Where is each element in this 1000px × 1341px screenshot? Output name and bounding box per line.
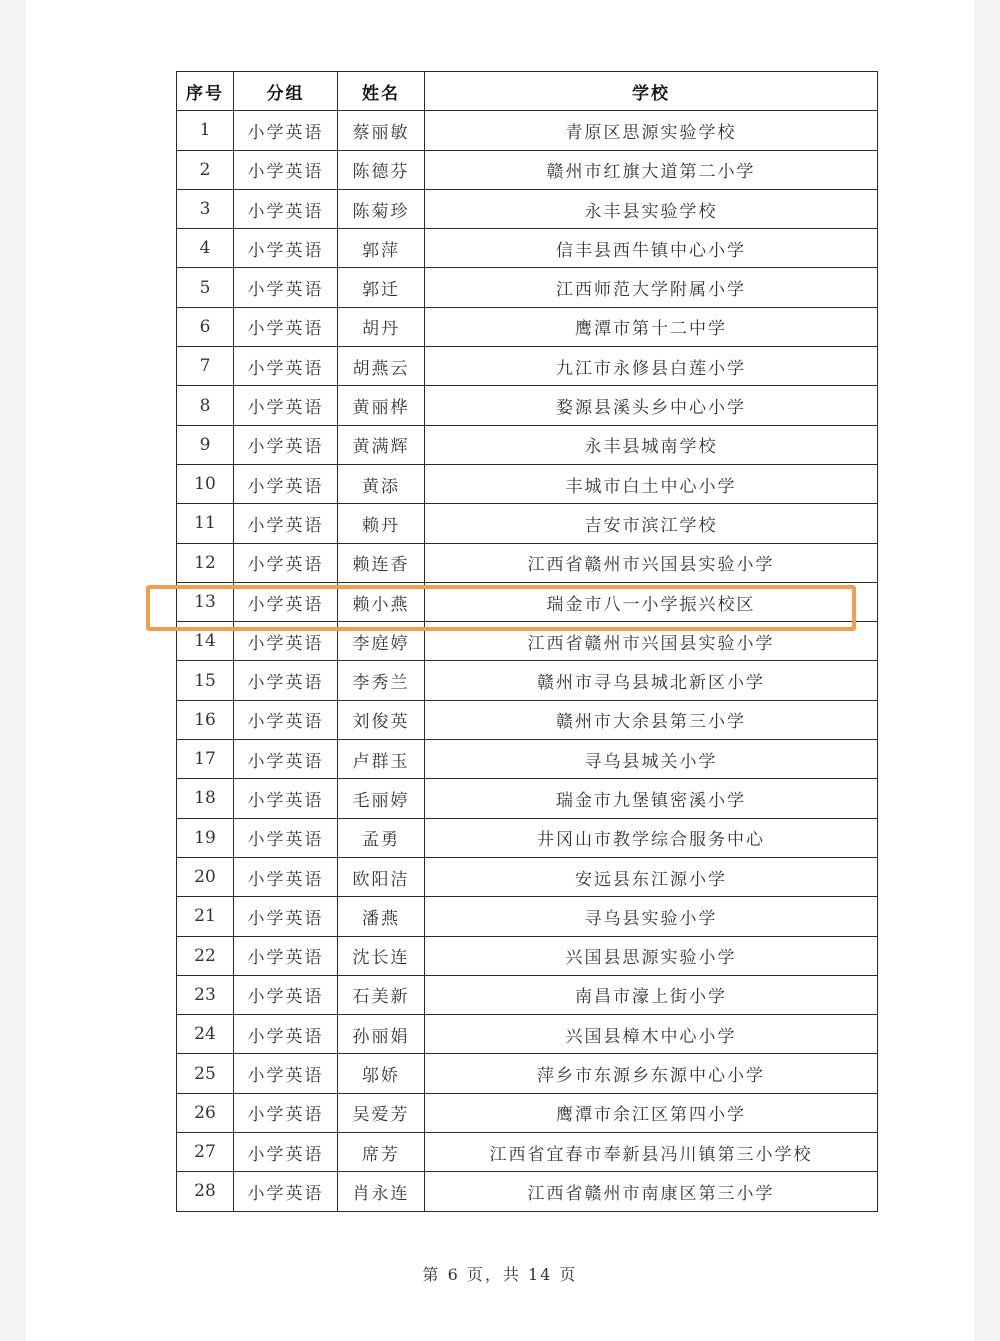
cell-name: 蔡丽敏 bbox=[338, 111, 425, 150]
table-row bbox=[177, 622, 878, 661]
cell-school: 江西省赣州市南康区第三小学 bbox=[425, 1172, 878, 1211]
table-row bbox=[177, 936, 878, 975]
cell-name: 卢群玉 bbox=[338, 740, 425, 779]
table-row bbox=[177, 1133, 878, 1172]
table-row bbox=[177, 1054, 878, 1093]
cell-school: 永丰县实验学校 bbox=[425, 189, 878, 228]
cell-group: 小学英语 bbox=[234, 857, 338, 896]
cell-seq: 21 bbox=[177, 897, 234, 936]
cell-group: 小学英语 bbox=[234, 543, 338, 582]
cell-school: 丰城市白土中心小学 bbox=[425, 464, 878, 503]
roster-table bbox=[176, 71, 878, 1212]
table-row bbox=[177, 897, 878, 936]
cell-seq: 4 bbox=[177, 229, 234, 268]
cell-seq: 8 bbox=[177, 386, 234, 425]
cell-name: 赖连香 bbox=[338, 543, 425, 582]
cell-name: 赖小燕 bbox=[338, 582, 425, 621]
cell-seq: 7 bbox=[177, 347, 234, 386]
cell-name: 黄丽桦 bbox=[338, 386, 425, 425]
document-page bbox=[26, 0, 974, 1341]
cell-school: 南昌市濠上街小学 bbox=[425, 975, 878, 1014]
cell-seq: 11 bbox=[177, 504, 234, 543]
cell-group: 小学英语 bbox=[234, 1054, 338, 1093]
cell-seq: 16 bbox=[177, 700, 234, 739]
cell-seq: 28 bbox=[177, 1172, 234, 1211]
cell-school: 青原区思源实验学校 bbox=[425, 111, 878, 150]
cell-school: 九江市永修县白莲小学 bbox=[425, 347, 878, 386]
table-row bbox=[177, 189, 878, 228]
cell-group: 小学英语 bbox=[234, 386, 338, 425]
cell-group: 小学英语 bbox=[234, 661, 338, 700]
cell-school: 吉安市滨江学校 bbox=[425, 504, 878, 543]
cell-name: 黄满辉 bbox=[338, 425, 425, 464]
cell-name: 石美新 bbox=[338, 975, 425, 1014]
cell-group: 小学英语 bbox=[234, 189, 338, 228]
header-seq: 序号 bbox=[177, 72, 234, 111]
cell-seq: 1 bbox=[177, 111, 234, 150]
table-row bbox=[177, 818, 878, 857]
table-row bbox=[177, 543, 878, 582]
cell-group: 小学英语 bbox=[234, 897, 338, 936]
table-row bbox=[177, 700, 878, 739]
cell-seq: 10 bbox=[177, 464, 234, 503]
cell-seq: 27 bbox=[177, 1133, 234, 1172]
cell-school: 江西省宜春市奉新县冯川镇第三小学校 bbox=[425, 1133, 878, 1172]
cell-name: 刘俊英 bbox=[338, 700, 425, 739]
cell-school: 婺源县溪头乡中心小学 bbox=[425, 386, 878, 425]
cell-school: 井冈山市教学综合服务中心 bbox=[425, 818, 878, 857]
cell-group: 小学英语 bbox=[234, 1015, 338, 1054]
cell-group: 小学英语 bbox=[234, 504, 338, 543]
table-row bbox=[177, 268, 878, 307]
cell-school: 寻乌县实验小学 bbox=[425, 897, 878, 936]
cell-group: 小学英语 bbox=[234, 347, 338, 386]
cell-name: 肖永连 bbox=[338, 1172, 425, 1211]
cell-name: 孟勇 bbox=[338, 818, 425, 857]
table-row bbox=[177, 425, 878, 464]
cell-group: 小学英语 bbox=[234, 779, 338, 818]
cell-seq: 17 bbox=[177, 740, 234, 779]
cell-school: 萍乡市东源乡东源中心小学 bbox=[425, 1054, 878, 1093]
cell-name: 陈德芬 bbox=[338, 150, 425, 189]
cell-school: 寻乌县城关小学 bbox=[425, 740, 878, 779]
header-name: 姓名 bbox=[338, 72, 425, 111]
cell-name: 席芳 bbox=[338, 1133, 425, 1172]
table-row bbox=[177, 229, 878, 268]
cell-school: 赣州市寻乌县城北新区小学 bbox=[425, 661, 878, 700]
cell-seq: 15 bbox=[177, 661, 234, 700]
cell-seq: 20 bbox=[177, 857, 234, 896]
cell-seq: 19 bbox=[177, 818, 234, 857]
cell-group: 小学英语 bbox=[234, 818, 338, 857]
cell-seq: 5 bbox=[177, 268, 234, 307]
cell-group: 小学英语 bbox=[234, 740, 338, 779]
table-row bbox=[177, 111, 878, 150]
cell-group: 小学英语 bbox=[234, 111, 338, 150]
table-header-row bbox=[177, 72, 878, 111]
cell-name: 沈长连 bbox=[338, 936, 425, 975]
cell-group: 小学英语 bbox=[234, 150, 338, 189]
table-row bbox=[177, 347, 878, 386]
cell-group: 小学英语 bbox=[234, 975, 338, 1014]
cell-name: 郭迁 bbox=[338, 268, 425, 307]
cell-name: 李秀兰 bbox=[338, 661, 425, 700]
cell-name: 陈菊珍 bbox=[338, 189, 425, 228]
cell-name: 黄添 bbox=[338, 464, 425, 503]
cell-name: 胡丹 bbox=[338, 307, 425, 346]
cell-school: 永丰县城南学校 bbox=[425, 425, 878, 464]
cell-group: 小学英语 bbox=[234, 464, 338, 503]
cell-seq: 23 bbox=[177, 975, 234, 1014]
cell-seq: 22 bbox=[177, 936, 234, 975]
cell-seq: 18 bbox=[177, 779, 234, 818]
cell-group: 小学英语 bbox=[234, 1133, 338, 1172]
table-row bbox=[177, 582, 878, 621]
cell-group: 小学英语 bbox=[234, 582, 338, 621]
cell-name: 赖丹 bbox=[338, 504, 425, 543]
table-row bbox=[177, 661, 878, 700]
cell-school: 鹰潭市余江区第四小学 bbox=[425, 1093, 878, 1132]
cell-seq: 12 bbox=[177, 543, 234, 582]
cell-seq: 13 bbox=[177, 582, 234, 621]
table-row bbox=[177, 307, 878, 346]
cell-seq: 3 bbox=[177, 189, 234, 228]
cell-school: 安远县东江源小学 bbox=[425, 857, 878, 896]
cell-seq: 2 bbox=[177, 150, 234, 189]
table-row bbox=[177, 464, 878, 503]
cell-school: 江西省赣州市兴国县实验小学 bbox=[425, 543, 878, 582]
cell-seq: 25 bbox=[177, 1054, 234, 1093]
table-row bbox=[177, 1015, 878, 1054]
cell-group: 小学英语 bbox=[234, 307, 338, 346]
cell-group: 小学英语 bbox=[234, 1093, 338, 1132]
table-row bbox=[177, 504, 878, 543]
header-school: 学校 bbox=[425, 72, 878, 111]
table-row bbox=[177, 386, 878, 425]
cell-name: 郭萍 bbox=[338, 229, 425, 268]
header-group: 分组 bbox=[234, 72, 338, 111]
cell-name: 孙丽娟 bbox=[338, 1015, 425, 1054]
cell-name: 邬娇 bbox=[338, 1054, 425, 1093]
cell-group: 小学英语 bbox=[234, 425, 338, 464]
cell-group: 小学英语 bbox=[234, 1172, 338, 1211]
cell-group: 小学英语 bbox=[234, 936, 338, 975]
cell-school: 信丰县西牛镇中心小学 bbox=[425, 229, 878, 268]
cell-group: 小学英语 bbox=[234, 268, 338, 307]
table-row bbox=[177, 857, 878, 896]
table-row bbox=[177, 975, 878, 1014]
cell-name: 李庭婷 bbox=[338, 622, 425, 661]
cell-school: 江西师范大学附属小学 bbox=[425, 268, 878, 307]
cell-school: 瑞金市九堡镇密溪小学 bbox=[425, 779, 878, 818]
cell-group: 小学英语 bbox=[234, 700, 338, 739]
cell-seq: 9 bbox=[177, 425, 234, 464]
cell-school: 瑞金市八一小学振兴校区 bbox=[425, 582, 878, 621]
page-footer: 第 6 页，共 14 页 bbox=[422, 1265, 578, 1284]
cell-group: 小学英语 bbox=[234, 622, 338, 661]
cell-school: 赣州市大余县第三小学 bbox=[425, 700, 878, 739]
cell-name: 潘燕 bbox=[338, 897, 425, 936]
cell-name: 欧阳洁 bbox=[338, 857, 425, 896]
cell-seq: 14 bbox=[177, 622, 234, 661]
cell-seq: 26 bbox=[177, 1093, 234, 1132]
table-row bbox=[177, 740, 878, 779]
table-row bbox=[177, 1093, 878, 1132]
cell-school: 鹰潭市第十二中学 bbox=[425, 307, 878, 346]
cell-name: 胡燕云 bbox=[338, 347, 425, 386]
cell-school: 兴国县思源实验小学 bbox=[425, 936, 878, 975]
cell-name: 毛丽婷 bbox=[338, 779, 425, 818]
table-row bbox=[177, 150, 878, 189]
cell-school: 赣州市红旗大道第二小学 bbox=[425, 150, 878, 189]
cell-seq: 24 bbox=[177, 1015, 234, 1054]
cell-school: 江西省赣州市兴国县实验小学 bbox=[425, 622, 878, 661]
table-row bbox=[177, 779, 878, 818]
cell-school: 兴国县樟木中心小学 bbox=[425, 1015, 878, 1054]
cell-name: 吴爱芳 bbox=[338, 1093, 425, 1132]
cell-seq: 6 bbox=[177, 307, 234, 346]
cell-group: 小学英语 bbox=[234, 229, 338, 268]
table-row bbox=[177, 1172, 878, 1211]
